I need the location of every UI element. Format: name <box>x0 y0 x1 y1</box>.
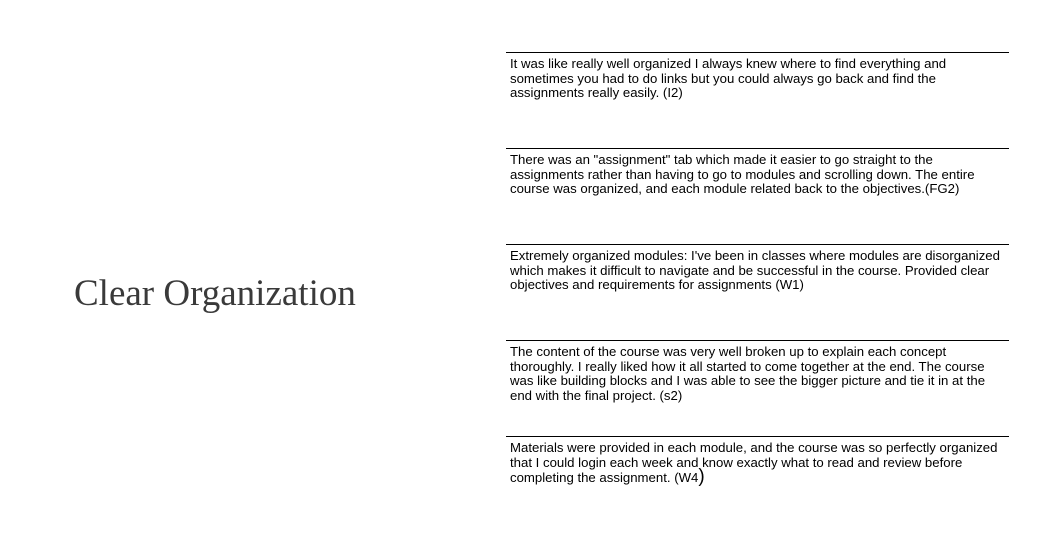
quote-item <box>506 244 1009 340</box>
quote-text: Extremely organized modules: I've been in classes where modules are disorganized which makes it difficult to navigate and be successful in the course. Provided clear objectives and requirements for assignments (W1) <box>510 248 1000 293</box>
quote-item <box>506 52 1009 148</box>
quote-list <box>506 52 1009 532</box>
quote-text: There was an "assignment" tab which made it easier to go straight to the assignments rather than having to go to modules and scrolling down. The entire course was organized, and each module related back to the objectives.(FG2) <box>510 152 975 197</box>
quote-body: Materials were provided in each module, and the course was so perfectly organized that I could login each week and know exactly what to read and review before completing the assignment. (W4 <box>510 440 998 486</box>
closing-parenthesis: ) <box>698 466 705 488</box>
quote-item <box>506 148 1009 244</box>
quote-text <box>510 441 1005 486</box>
quote-text: The content of the course was very well broken up to explain each concept thoroughly. I really liked how it all started to come together at the end. The course was like building blocks and I was able to see the bigger picture and tie it in at the end with the final project. (s2) <box>510 344 986 403</box>
quote-item <box>506 436 1009 532</box>
quote-text: It was like really well organized I always knew where to find everything and sometimes you had to do links but you could always go back and find the assignments really easily. (I2) <box>510 56 947 101</box>
quote-item <box>506 340 1009 436</box>
slide-title: Clear Organization <box>74 273 356 314</box>
